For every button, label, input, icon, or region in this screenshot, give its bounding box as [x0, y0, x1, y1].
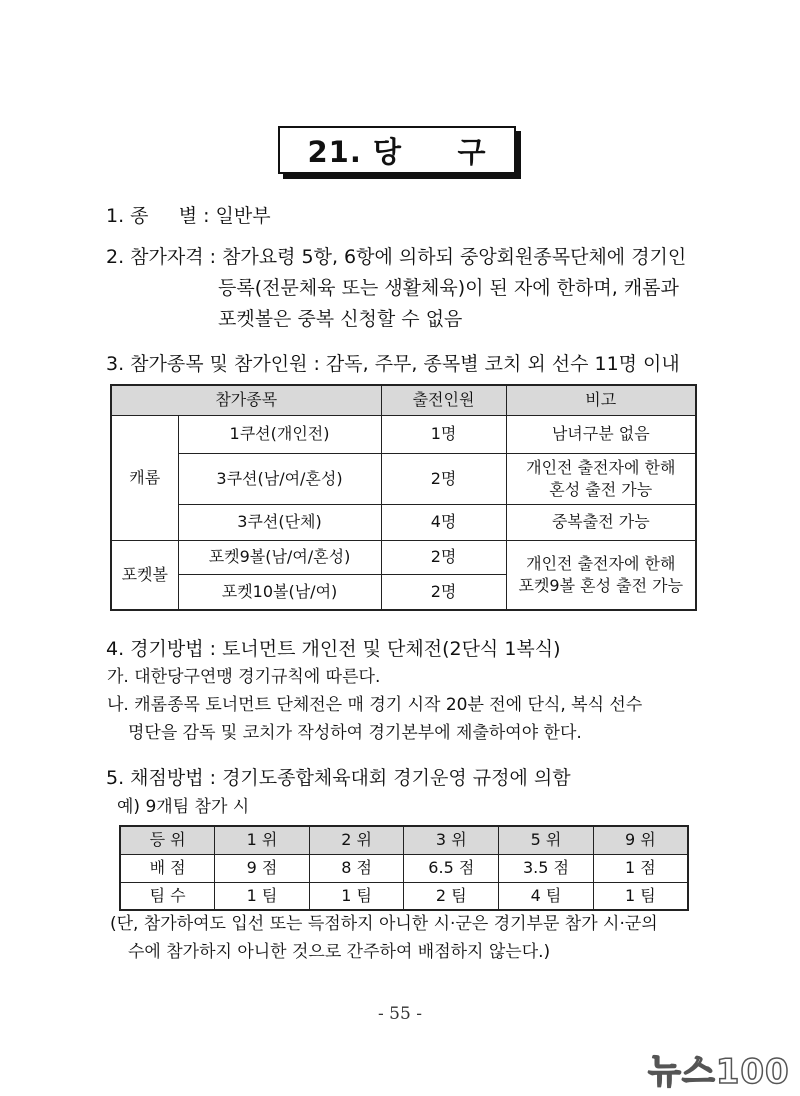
page-number: - 55 -	[378, 1004, 422, 1024]
scoring-cell: 2 팀	[404, 882, 499, 910]
table-cell-count: 2명	[381, 453, 506, 504]
scoring-cell: 6.5 점	[404, 854, 499, 882]
scoring-header: 3 위	[404, 826, 499, 854]
scoring-header: 9 위	[593, 826, 688, 854]
scoring-cell: 1 팀	[309, 882, 404, 910]
note-line: 개인전 출전자에 한해	[526, 553, 676, 573]
scoring-table	[119, 825, 689, 911]
table-cell-count: 2명	[381, 574, 506, 610]
section-2-line-2: 등록(전문체육 또는 생활체육)이 된 자에 한하며, 캐롬과	[218, 277, 679, 299]
note-line: 개인전 출전자에 한해	[526, 457, 676, 477]
table-cell-note	[506, 453, 696, 504]
table-cell-note: 남녀구분 없음	[506, 415, 696, 453]
table-cell-event: 3쿠션(단체)	[178, 504, 381, 540]
scoring-cell: 1 점	[593, 854, 688, 882]
table-cell-event: 3쿠션(남/여/혼성)	[178, 453, 381, 504]
section-1-category: 1. 종 별 : 일반부	[106, 205, 271, 227]
scoring-header: 5 위	[499, 826, 594, 854]
header-event: 참가종목	[111, 385, 381, 415]
header-count: 출전인원	[381, 385, 506, 415]
scoring-cell: 배 점	[120, 854, 215, 882]
table-cell-count: 4명	[381, 504, 506, 540]
table-cell-count: 1명	[381, 415, 506, 453]
scoring-cell: 9 점	[215, 854, 310, 882]
table-cell-note	[506, 540, 696, 610]
table-cell-count: 2명	[381, 540, 506, 574]
table-cell-event: 포켓9볼(남/여/혼성)	[178, 540, 381, 574]
footnote-line-1: (단, 참가하여도 입선 또는 득점하지 아니한 시·군은 경기부문 참가 시·군의	[110, 914, 658, 934]
section-5-heading: 5. 채점방법 : 경기도종합체육대회 경기운영 규정에 의함	[106, 767, 571, 789]
scoring-cell: 8 점	[309, 854, 404, 882]
pocket-label: 포켓볼	[111, 540, 178, 610]
scoring-header: 2 위	[309, 826, 404, 854]
header-note: 비고	[506, 385, 696, 415]
events-table	[110, 384, 697, 611]
scoring-cell: 4 팀	[499, 882, 594, 910]
section-5-example: 예) 9개팀 참가 시	[117, 797, 250, 817]
scoring-header: 등 위	[120, 826, 215, 854]
page-title-box	[278, 126, 516, 174]
scoring-cell: 팀 수	[120, 882, 215, 910]
watermark-logo: 뉴스100	[648, 1052, 790, 1092]
table-cell-event: 포켓10볼(남/여)	[178, 574, 381, 610]
note-line: 혼성 출전 가능	[549, 479, 653, 499]
scoring-header: 1 위	[215, 826, 310, 854]
note-line: 포켓9볼 혼성 출전 가능	[518, 575, 684, 595]
section-2-line-1: 2. 참가자격 : 참가요령 5항, 6항에 의하되 중앙회원종목단체에 경기인	[106, 246, 687, 268]
section-4-item-a: 가. 대한당구연맹 경기규칙에 따른다.	[107, 667, 381, 687]
scoring-cell: 3.5 점	[499, 854, 594, 882]
section-4-item-b-line-2: 명단을 감독 및 코치가 작성하여 경기본부에 제출하여야 한다.	[128, 723, 582, 743]
scoring-cell: 1 팀	[215, 882, 310, 910]
section-3-heading: 3. 참가종목 및 참가인원 : 감독, 주무, 종목별 코치 외 선수 11명 이내	[106, 353, 680, 375]
footnote-line-2: 수에 참가하지 아니한 것으로 간주하여 배점하지 않는다.)	[128, 942, 551, 962]
table-cell-event: 1쿠션(개인전)	[178, 415, 381, 453]
table-cell-note: 중복출전 가능	[506, 504, 696, 540]
section-2-line-3: 포켓볼은 중복 신청할 수 없음	[218, 308, 463, 330]
section-4-item-b-line-1: 나. 캐롬종목 토너먼트 단체전은 매 경기 시작 20분 전에 단식, 복식 선수	[107, 695, 643, 715]
page-title: 21. 당 구	[307, 134, 487, 169]
carom-label: 캐롬	[111, 415, 178, 540]
scoring-cell: 1 팀	[593, 882, 688, 910]
section-4-heading: 4. 경기방법 : 토너먼트 개인전 및 단체전(2단식 1복식)	[106, 638, 561, 660]
